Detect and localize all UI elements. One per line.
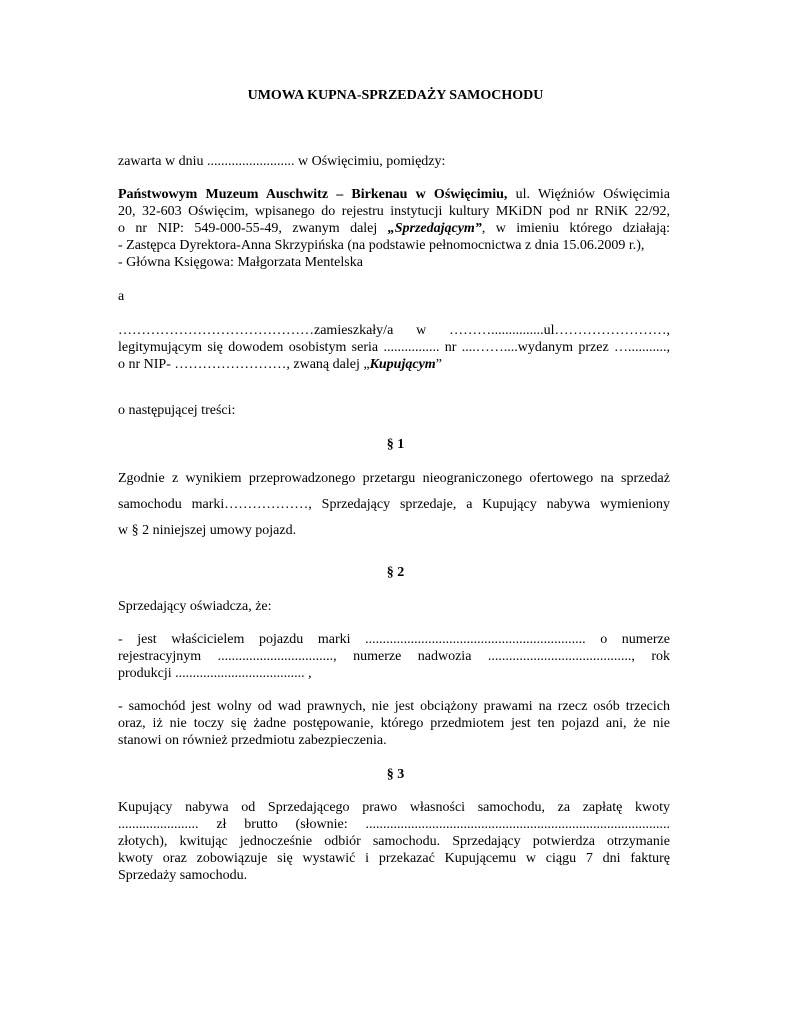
buyer-term: Kupującym [369,357,436,372]
section2-bullet2-line-2: oraz, iż nie toczy się żadne postępowanie, którego przedmiotem jest ten pojazd ani, że nie [118,716,670,731]
party1-line-5: - Główna Księgowa: Małgorzata Mentelska [118,255,363,270]
party2-line-3: o nr NIP- ……………………, zwaną dalej „Kupującym” [118,357,442,372]
section2-heading: § 2 [386,565,405,580]
party1-line-3: o nr NIP: 549-000-55-49, zwanym dalej „Sprzedającym”, w imieniu którego działają: [118,221,671,236]
section2-intro: Sprzedający oświadcza, że: [118,599,272,614]
document-title: UMOWA KUPNA-SPRZEDAŻY SAMOCHODU [247,88,544,103]
seller-term: „Sprzedającym” [387,221,482,236]
party2-line-1: ……………………………………zamieszkały/a w ………...............ul……………………, [118,323,670,338]
section1-line-2: samochodu marki………………, Sprzedający sprzedaje, a Kupujący nabywa wymieniony [118,497,670,512]
section2-bullet2-line-3: stanowi on również przedmiotu zabezpieczenia. [118,733,387,748]
section2-bullet1-line-2: rejestracyjnym ................................., numerze nadwozia ........................................., rok [118,649,670,664]
party1-name: Państwowym Muzeum Auschwitz – Birkenau w Oświęcimiu, [118,187,508,202]
section3-line-2: ....................... zł brutto (słownie: ....................................................................................... [118,817,670,832]
section3-line-5: Sprzedaży samochodu. [118,868,248,883]
party2-line-2: legitymującym się dowodem osobistym seria ................ nr ....……....wydanym przez …..........., [118,340,670,355]
content-intro: o następującej treści: [118,403,236,418]
section1-heading: § 1 [386,437,405,452]
party1-line-2: 20, 32-603 Oświęcim, wpisanego do rejestru instytucji kultury MKiDN pod nr RNiK 22/92, [118,204,670,219]
and-connector: a [118,289,125,304]
section2-bullet2-line-1: - samochód jest wolny od wad prawnych, nie jest obciążony prawami na rzecz osób trzecich [118,699,670,714]
section3-line-3: złotych), kwitując jednocześnie odbiór samochodu. Sprzedający potwierdza otrzymanie [118,834,670,849]
section3-line-4: kwoty oraz zobowiązuje się wystawić i przekazać Kupującemu w ciągu 7 dni fakturę [118,851,670,866]
section1-line-3: w § 2 niniejszej umowy pojazd. [118,523,297,538]
section3-heading: § 3 [386,767,405,782]
party1-line-4: - Zastępca Dyrektora-Anna Skrzypińska (na podstawie pełnomocnictwa z dnia 15.06.2009 r.), [118,238,645,253]
party1-line-1: Państwowym Muzeum Auschwitz – Birkenau w Oświęcimiu, ul. Więźniów Oświęcimia [118,187,670,202]
section2-bullet1-line-1: - jest właścicielem pojazdu marki ............................................................... o numerze [118,632,670,647]
section3-line-1: Kupujący nabywa od Sprzedającego prawo własności samochodu, za zapłatę kwoty [118,800,670,815]
section2-bullet1-line-3: produkcji ..................................... , [118,666,312,681]
section1-line-1: Zgodnie z wynikiem przeprowadzonego przetargu nieograniczonego ofertowego na sprzedaż [118,471,670,486]
intro-line: zawarta w dniu ......................... w Oświęcimiu, pomiędzy: [118,154,446,169]
